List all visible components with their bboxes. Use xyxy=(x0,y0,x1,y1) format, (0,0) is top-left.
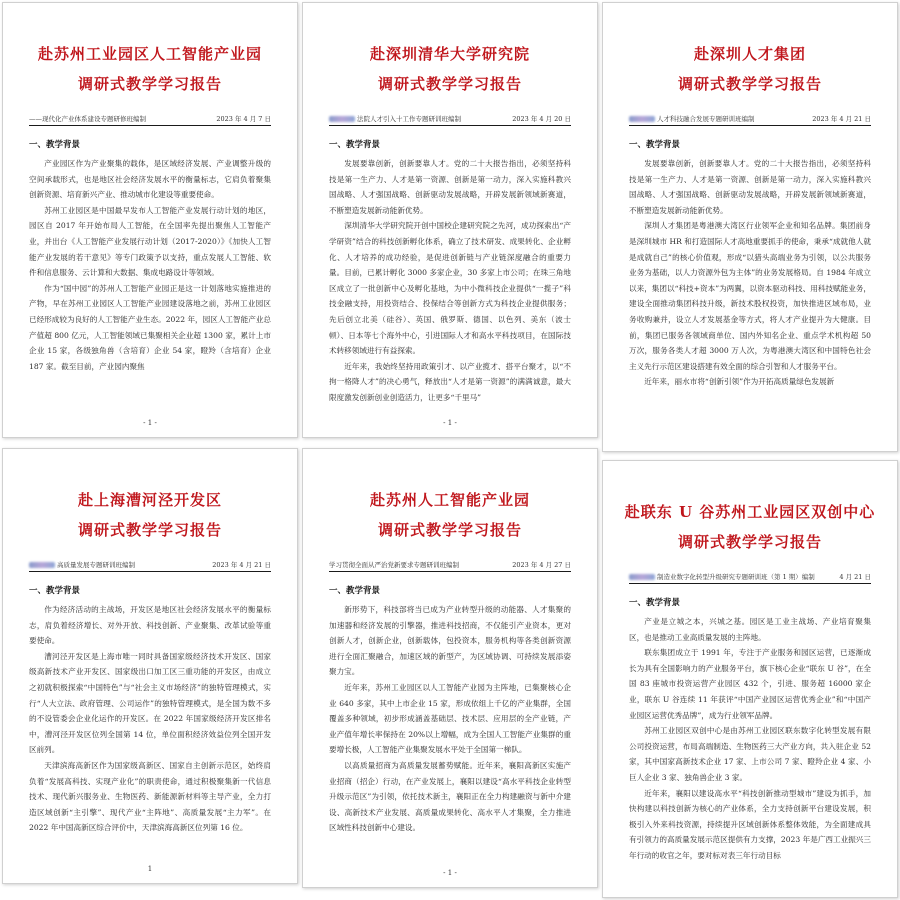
report-page-4 xyxy=(2,448,298,884)
body-paragraph: 近年来，我始终坚持用政策引才、以产业揽才、搭平台聚才，以“不拘一格降人才”的决心勇气，释放出“人才是第一资源”的满满诚意，最大限度激发创新创业创造活力，让更多“千里马” xyxy=(329,361,571,402)
section-heading: 一、教学背景 xyxy=(29,140,81,150)
report-meta-line xyxy=(29,113,271,126)
page-number: 1 xyxy=(147,865,153,873)
body-paragraph: 产业园区作为产业聚集的载体，是区域经济发展、产业调整升级的空间承载形式，也是地区社会经济发展水平的衡量标志，它肩负着聚集创新资源、培育新兴产业、推动城市化建设等重要使命。 xyxy=(29,159,271,200)
report-page-6 xyxy=(602,460,898,898)
report-body xyxy=(29,602,271,836)
report-title xyxy=(3,39,297,99)
report-meta-line xyxy=(329,113,571,126)
compiler-label xyxy=(329,114,461,123)
report-body xyxy=(629,614,871,864)
page-number: - 1 - xyxy=(143,419,157,427)
redacted-blur xyxy=(29,562,55,568)
compiler-text: 学习贯彻全面从严治党新要求专题研训班编制 xyxy=(329,561,459,569)
report-meta-line xyxy=(329,559,571,572)
body-paragraph: 作为“国中园”的苏州人工智能产业园正是这一计划落地实施推进的产物，早在苏州工业园区人工智能产业园建设落地之前，苏州工业园区已经形成较为良好的人工智能产业生态。2022 年，园区人工智能产业总产值超 800 亿元，人工智能领域已集聚相关企业超 1300 家，累计上市企业 15 家，各级独角兽（含培育）企业 54 家，瞪羚（含培育）企业 187 家。截至目前，产业园内聚焦 xyxy=(29,283,271,371)
report-meta-line xyxy=(629,113,871,126)
compiler-label xyxy=(329,560,459,569)
report-body xyxy=(329,156,571,406)
report-date: 2023 年 4 月 7 日 xyxy=(216,115,271,123)
report-title-line: 赴联东 U 谷苏州工业园区双创中心 xyxy=(624,503,876,521)
report-page-1 xyxy=(2,2,298,438)
report-title xyxy=(303,485,597,545)
section-heading: 一、教学背景 xyxy=(329,140,381,150)
report-title-line: 赴苏州人工智能产业园 xyxy=(369,491,530,509)
report-title xyxy=(3,485,297,545)
report-body xyxy=(629,156,871,390)
section-heading: 一、教学背景 xyxy=(629,140,681,150)
page-number: - 1 - xyxy=(443,869,457,877)
compiler-text: 法院人才引入十工作专题研训班编制 xyxy=(357,115,461,123)
body-paragraph: 深圳清华大学研究院开创中国校企建研究院之先河，成功探索出“产学研资”结合的科技创新孵化体系，确立了技术研发、成果转化、企业孵化、人才培养的成功经验，是促进创新链与产业链深度融合的重要力量。目前，已累计孵化 3000 多家企业，30 多家上市公司；在珠三角地区成立了一批创新中心及孵化基地，为中小微科技企业提供“一揽子”科技金融支持，用投资结合、投保结合等创新方式为科技企业提供服务；先后创立北美（硅谷）、英国、俄罗斯、德国、以色列、美东（波士顿）、日本等七个海外中心，引进国际人才和高水平科技项目，在国际技术转移领域进行有益探索。 xyxy=(329,221,571,356)
section-heading: 一、教学背景 xyxy=(329,586,381,596)
report-subtitle-line: 调研式教学学习报告 xyxy=(677,533,822,551)
body-paragraph: 以高质量招商为高质量发展蓄势赋能。近年来，襄阳高新区实施产业招商（招企）行动，在产业发展上，襄阳以建设“高水平科技企业转型升级示范区”为引领，依托技术新主，襄阳正在全力构建融资与新中介建设、高新技术产业发展、高质量成果转化、高水平人才集聚，全力推进区域性科技创新中心建设。 xyxy=(329,760,571,833)
body-paragraph: 天津滨海高新区作为国家级高新区、国家自主创新示范区，始终肩负着“发展高科技、实现产业化”的职责使命，通过积极聚集新一代信息技术、现代新兴服务业、生物医药、新能源新材料等主导产业，全力打造区域创新“主引擎”、现代产业“主阵地”、高质量发展“主力军”。在 2022 年中国高新区综合评价中，天津滨海高新区位列第 16 位。 xyxy=(29,760,271,833)
body-paragraph: 联东集团成立于 1991 年，专注于产业服务和园区运营，已逐渐成长为具有全国影响力的产业服务平台，旗下核心企业“联东 U 谷”，在全国 83 座城市投资运营产业园区 432 个，引进、服务超 16000 家企业，联东 U 谷连续 11 年获评“中国产业园区运营优秀企业”和“中国产业园区运营优秀品牌”，成为行业领军品牌。 xyxy=(629,648,871,720)
report-date: 2023 年 4 月 20 日 xyxy=(512,115,571,123)
compiler-label xyxy=(629,114,755,123)
report-subtitle-line: 调研式教学学习报告 xyxy=(377,75,522,93)
body-paragraph: 苏州工业园区是中国最早发布人工智能产业发展行动计划的地区，园区自 2017 年开始布局人工智能，在全国率先提出聚焦人工智能产业，并出台《人工智能产业发展行动计划（2017-2020）》《加快人工智能产业发展的若干意见》等专门政策予以支持，重点发展人工智能、软件和信息服务、云计算和大数据、集成电路设计等领域。 xyxy=(29,205,271,278)
compiler-label xyxy=(629,572,815,581)
section-heading: 一、教学背景 xyxy=(629,598,681,608)
body-paragraph: 近年来，苏州工业园区以人工智能产业园为主阵地，已集聚核心企业 640 多家，其中上市企业 15 家，形成依组上千亿的产业集群，全国覆盖多种领域，初步形成涵盖基础层、技术层、应用层的全产业链，产业产值年增长率保持在 20%以上增幅，成为全国人工智能产业集群的重要增长极，人工智能产业集聚发展水平处于全国第一梯队。 xyxy=(329,682,571,755)
report-title-line: 赴深圳人才集团 xyxy=(693,45,806,63)
body-paragraph: 发展要靠创新，创新要靠人才。党的二十大报告指出，必须坚持科技是第一生产力、人才是第一资源、创新是第一动力，深入实施科教兴国战略、人才强国战略、创新驱动发展战略，开辟发展新领域新赛道，不断塑造发展新动能新优势。 xyxy=(329,159,571,215)
report-title xyxy=(603,39,897,99)
compiler-text: 高质量发展专题研训班编制 xyxy=(57,561,135,569)
compiler-text: ——现代化产业体系建设专题研修班编制 xyxy=(29,115,146,123)
report-title xyxy=(603,497,897,557)
compiler-text: 制造业数字化转型升级研究专题研训班（第 1 期）编制 xyxy=(657,573,815,581)
compiler-text: 人才科技融合发展专题研训班编制 xyxy=(657,115,755,123)
report-title-line: 赴深圳清华大学研究院 xyxy=(369,45,530,63)
body-paragraph: 新形势下，科技部将当已成为产业转型升级的动能器、人才集聚的加速器和经济发展的引擎器，推进科技招商，不仅能引产业资本，更对创新人才，创新企业，创新载体，包投资本，服务机构等各类创新资源进行全面汇聚融合，加速区域的新型产，为区域协调、可持续发展添姿聚力宝。 xyxy=(329,605,571,677)
report-meta-line xyxy=(29,559,271,572)
compiler-label xyxy=(29,560,135,569)
report-title xyxy=(303,39,597,99)
report-subtitle-line: 调研式教学学习报告 xyxy=(377,521,522,539)
body-paragraph: 产业是立城之本，兴城之基。园区是工业主战场、产业培育聚集区，也是推动工业高质量发展的主阵地。 xyxy=(629,617,871,642)
body-paragraph: 近年来，丽水市将“创新引领”作为开拓高质量绿色发展新 xyxy=(644,377,835,387)
report-title-line: 赴苏州工业园区人工智能产业园 xyxy=(37,45,262,63)
report-date: 2023 年 4 月 27 日 xyxy=(512,561,571,569)
report-date: 2023 年 4 月 21 日 xyxy=(212,561,271,569)
redacted-blur xyxy=(629,116,655,122)
report-subtitle-line: 调研式教学学习报告 xyxy=(77,75,222,93)
report-subtitle-line: 调研式教学学习报告 xyxy=(77,521,222,539)
body-paragraph: 漕河泾开发区是上海市唯一同时具备国家级经济技术开发区、国家级高新技术产业开发区、国家级出口加工区三重功能的开发区，由成立之初就积极探索“中国特色”与“社会主义市场经济”的独特管理模式，实行“人大立法、政府管理、公司运作”的独特管理模式，是全国为数不多的不设管委会企业化运作的开发区。在 2022 年国家级经济开发区排名中，漕河泾开发区位列全国第 14 位，单位面积经济效益位列全国开发区前列。 xyxy=(29,651,271,755)
redacted-blur xyxy=(629,574,655,580)
report-title-line: 赴上海漕河泾开发区 xyxy=(77,491,222,509)
section-heading: 一、教学背景 xyxy=(29,586,81,596)
report-date: 2023 年 4 月 21 日 xyxy=(812,115,871,123)
body-paragraph: 作为经济活动的主战场，开发区是地区社会经济发展水平的衡量标志，肩负着经济增长、对外开放、科技创新、产业聚集、改革试验等重要使命。 xyxy=(29,605,271,646)
report-date: 4 月 21 日 xyxy=(839,573,871,581)
page-number: - 1 - xyxy=(443,419,457,427)
compiler-label xyxy=(29,114,146,123)
redacted-blur xyxy=(329,116,355,122)
body-paragraph: 发展要靠创新，创新要靠人才。党的二十大报告指出，必须坚持科技是第一生产力、人才是第一资源、创新是第一动力，深入实施科教兴国战略、人才强国战略、创新驱动发展战略，开辟发展新领域新赛道，不断塑造发展新动能新优势。 xyxy=(629,159,871,215)
report-subtitle-line: 调研式教学学习报告 xyxy=(677,75,822,93)
report-page-2 xyxy=(302,2,598,438)
report-body xyxy=(329,602,571,836)
body-paragraph: 深圳人才集团是粤港澳大湾区行业领军企业和知名品牌。集团前身是深圳城市 HR 和打造国际人才高地重要抓手的使命，秉承“成就他人就是成就自己”的核心价值观，形成“以猎头高端业务为引领，以公共服务业务为基础，以人力资源外包为主体”的业务发展格局。自 1984 年成立以来，集团以“科技+资本”为两翼，以资本驱动科技、用科技赋能业务，建设全面推动集团科技升级，新技术股权投资，加快推进区域布局，业务收购兼并，设立人才发展基金等方式，将人才产业提升为大健康。目前，集团已服务各领域商单位、国内外知名企业、重点学术机构超 50 万次，服务各类人才超 3000 万人次，为粤港澳大湾区和中国特色社会主义先行示范区建设搭建有效全面的综合引智和人才服务平台。 xyxy=(629,221,871,371)
report-meta-line xyxy=(629,571,871,584)
report-page-3 xyxy=(602,2,898,452)
report-page-5 xyxy=(302,448,598,888)
body-paragraph: 近年来，襄阳以建设高水平“科技创新推动型城市”建设为抓手，加快构建以科技创新为核心的产业体系，全力支持创新平台建设发展，积极引入外来科技资源，持续提升区域创新体系整体效能，为全面建成具有引领力的高质量发展示范区提供有力支撑，2023 年是广西工业振兴三年行动的收官之年，要对标对表三年行动目标 xyxy=(629,788,871,860)
report-body xyxy=(29,156,271,374)
body-paragraph: 苏州工业园区双创中心是由苏州工业园区联东数字化转型发展有限公司投资运营，布局高端制造、生物医药三大产业方向，共入驻企业 52 家，其中国家高新技术企业 17 家、上市公司 7 家、瞪羚企业 4 家、小巨人企业 3 家、独角兽企业 3 家。 xyxy=(629,726,871,782)
